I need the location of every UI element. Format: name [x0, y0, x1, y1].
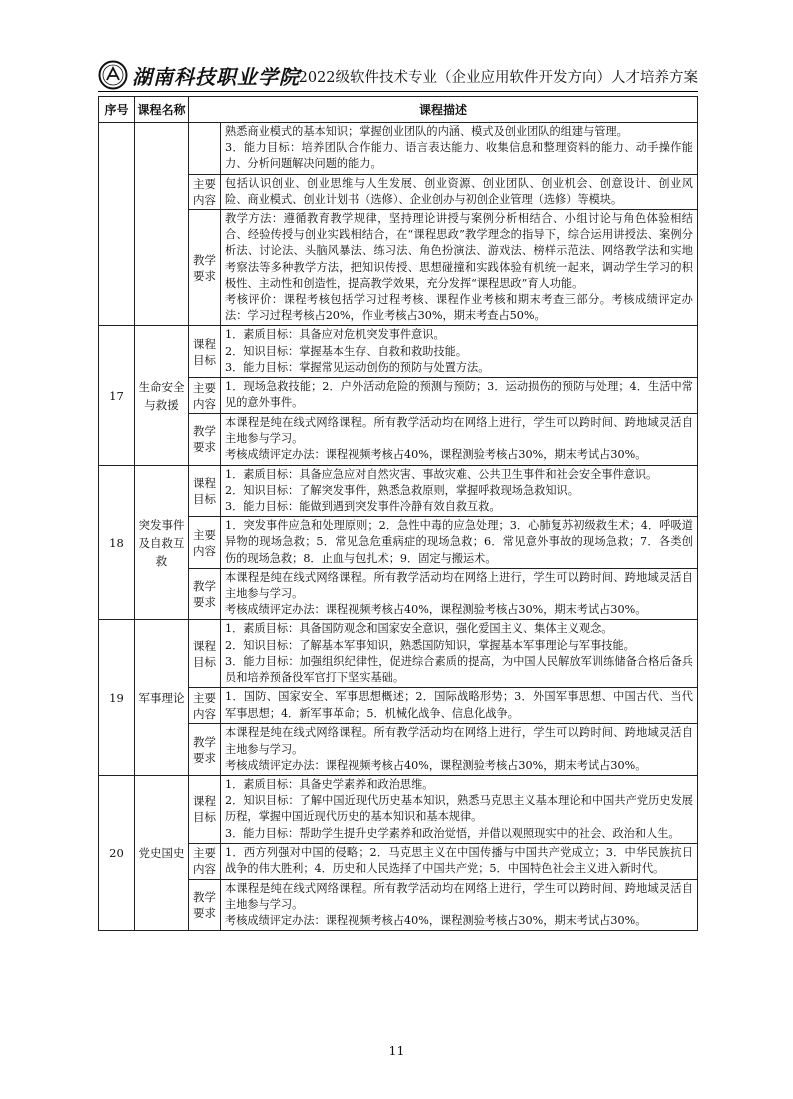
table-row: [99, 620, 698, 688]
col-header-name: 课程名称: [135, 97, 189, 123]
content-cell: 1．现场急救技能；2．户外活动危险的预测与预防；3．运动损伤的预防与处理；4．生活中常见的意外事件。: [221, 378, 698, 414]
course-no-cell: 17: [99, 326, 135, 465]
table-row: [99, 123, 698, 175]
col-header-no: 序号: [99, 97, 135, 123]
goal-cell: 1．素质目标：具备应对危机突发事件意识。 2．知识目标：掌握基本生存、自救和救助技能。 3．能力目标：掌握常见运动创伤的预防与处置方法。: [221, 326, 698, 378]
school-name: 湖南科技职业学院: [132, 64, 300, 89]
table-row: [99, 174, 698, 209]
course-name-cell: [135, 123, 189, 326]
req-cell: 本课程是纯在线式网络课程。所有教学活动均在网络上进行，学生可以跨时间、跨地域灵活自主地参与学习。 考核成绩评定办法：课程视频考核占40%，课程测验考核占30%，期末考试占30%。: [221, 879, 698, 931]
school-emblem-icon: [98, 60, 128, 90]
table-row: [99, 775, 698, 843]
req-label-cell: 教学要求: [189, 210, 221, 326]
header-rule: [98, 91, 698, 92]
goal-label-cell: [189, 123, 221, 175]
goal-label-cell: 课程目标: [189, 620, 221, 688]
table-row: [99, 465, 698, 517]
goal-label-cell: 课程目标: [189, 465, 221, 517]
document-title: 2022级软件技术专业（企业应用软件开发方向）人才培养方案: [298, 70, 698, 86]
col-header-desc: 课程描述: [189, 97, 698, 123]
content-label-cell: 主要内容: [189, 517, 221, 569]
course-name-cell: 军事理论: [135, 620, 189, 775]
table-row: [99, 414, 698, 466]
course-table: [98, 96, 698, 931]
content-cell: 包括认识创业、创业思维与人生发展、创业资源、创业团队、创业机会、创意设计、创业风险、商业模式、创业计划书（选修）、企业创办与初创企业管理（选修）等模块。: [221, 174, 698, 209]
table-row: [99, 724, 698, 776]
req-label-cell: 教学要求: [189, 879, 221, 931]
course-no-cell: 19: [99, 620, 135, 775]
req-cell: 本课程是纯在线式网络课程。所有教学活动均在网络上进行，学生可以跨时间、跨地域灵活自主地参与学习。 考核成绩评定办法：课程视频考核占40%，课程测验考核占30%，期末考试占30%。: [221, 724, 698, 776]
table-row: [99, 843, 698, 879]
req-label-cell: 教学要求: [189, 414, 221, 466]
course-name-cell: 党史国史: [135, 775, 189, 930]
goal-label-cell: 课程目标: [189, 775, 221, 843]
table-row: [99, 326, 698, 378]
goal-cell: 1．素质目标：具备史学素养和政治思维。 2．知识目标：了解中国近现代历史基本知识，熟悉马克思主义基本理论和中国共产党历史发展历程，掌握中国近现代历史的基本知识和基本规律。 3．能力目标：帮助学生提升史学素养和政治觉悟，并借以观照现实中的社会、政治和人生。: [221, 775, 698, 843]
content-label-cell: 主要内容: [189, 174, 221, 209]
content-cell: 1．突发事件应急和处理原则；2．急性中毒的应急处理；3．心肺复苏初级救生术；4．呼吸道异物的现场急救；5．常见急危重病症的现场急救；6．常见意外事故的现场急救；7．各类创伤的现场急救；8．止血与包扎术；9．固定与搬运术。: [221, 517, 698, 569]
content-label-cell: 主要内容: [189, 843, 221, 879]
course-no-cell: [99, 123, 135, 326]
table-row: [99, 688, 698, 724]
goal-cell: 熟悉商业模式的基本知识；掌握创业团队的内涵、模式及创业团队的组建与管理。 3．能力目标：培养团队合作能力、语言表达能力、收集信息和整理资料的能力、动手操作能力、分析问题解决问题的能力。: [221, 123, 698, 175]
content-cell: 1．国防、国家安全、军事思想概述；2．国际战略形势；3．外国军事思想、中国古代、当代军事思想；4．新军事革命；5．机械化战争、信息化战争。: [221, 688, 698, 724]
table-row: [99, 568, 698, 620]
content-label-cell: 主要内容: [189, 378, 221, 414]
course-name-cell: 生命安全与救援: [135, 326, 189, 465]
content-label-cell: 主要内容: [189, 688, 221, 724]
table-row: [99, 210, 698, 326]
table-row: [99, 517, 698, 569]
goal-cell: 1．素质目标：具备国防观念和国家安全意识，强化爱国主义、集体主义观念。 2．知识目标：了解基本军事知识，熟悉国防知识，掌握基本军事理论与军事技能。 3．能力目标：加强组织纪律性，促进综合素质的提高，为中国人民解放军训练储备合格后备兵员和培养预备役军官打下坚实基础。: [221, 620, 698, 688]
page-number: 11: [388, 1043, 405, 1058]
page-header: [98, 58, 698, 92]
table-header-row: [99, 97, 698, 123]
table-row: [99, 879, 698, 931]
course-name-cell: 突发事件及自救互救: [135, 465, 189, 620]
school-logo: [98, 60, 300, 90]
course-no-cell: 18: [99, 465, 135, 620]
req-cell: 本课程是纯在线式网络课程。所有教学活动均在网络上进行，学生可以跨时间、跨地域灵活自主地参与学习。 考核成绩评定办法：课程视频考核占40%，课程测验考核占30%，期末考试占30%。: [221, 568, 698, 620]
req-label-cell: 教学要求: [189, 724, 221, 776]
req-cell: 本课程是纯在线式网络课程。所有教学活动均在网络上进行，学生可以跨时间、跨地域灵活自主地参与学习。 考核成绩评定办法：课程视频考核占40%，课程测验考核占30%，期末考试占30%。: [221, 414, 698, 466]
table-row: [99, 378, 698, 414]
course-no-cell: 20: [99, 775, 135, 930]
content-cell: 1．西方列强对中国的侵略；2．马克思主义在中国传播与中国共产党成立；3．中华民族抗日战争的伟大胜利；4．历史和人民选择了中国共产党；5．中国特色社会主义进入新时代。: [221, 843, 698, 879]
req-label-cell: 教学要求: [189, 568, 221, 620]
goal-cell: 1．素质目标：具备应急应对自然灾害、事故灾难、公共卫生事件和社会安全事件意识。 2．知识目标：了解突发事件，熟悉急救原则，掌握呼救现场急救知识。 3．能力目标：能做到遇到突发事件冷静有效自救互救。: [221, 465, 698, 517]
req-cell: 教学方法：遵循教育教学规律，坚持理论讲授与案例分析相结合、小组讨论与角色体验相结合、经验传授与创业实践相结合，在“课程思政”教学理念的指导下，综合运用讲授法、案例分析法、讨论法、头脑风暴法、练习法、角色扮演法、游戏法、榜样示范法、网络教学法和实地考察法等多种教学方法，把知识传授、思想碰撞和实践体验有机统一起来，调动学生学习的积极性、主动性和创造性，提高教学效果，充分发挥“课程思政”育人功能。 考核评价：课程考核包括学习过程考核、课程作业考核和期末考查三部分。考核成绩评定办法：学习过程考核占20%，作业考核占30%，期末考查占50%。: [221, 210, 698, 326]
goal-label-cell: 课程目标: [189, 326, 221, 378]
